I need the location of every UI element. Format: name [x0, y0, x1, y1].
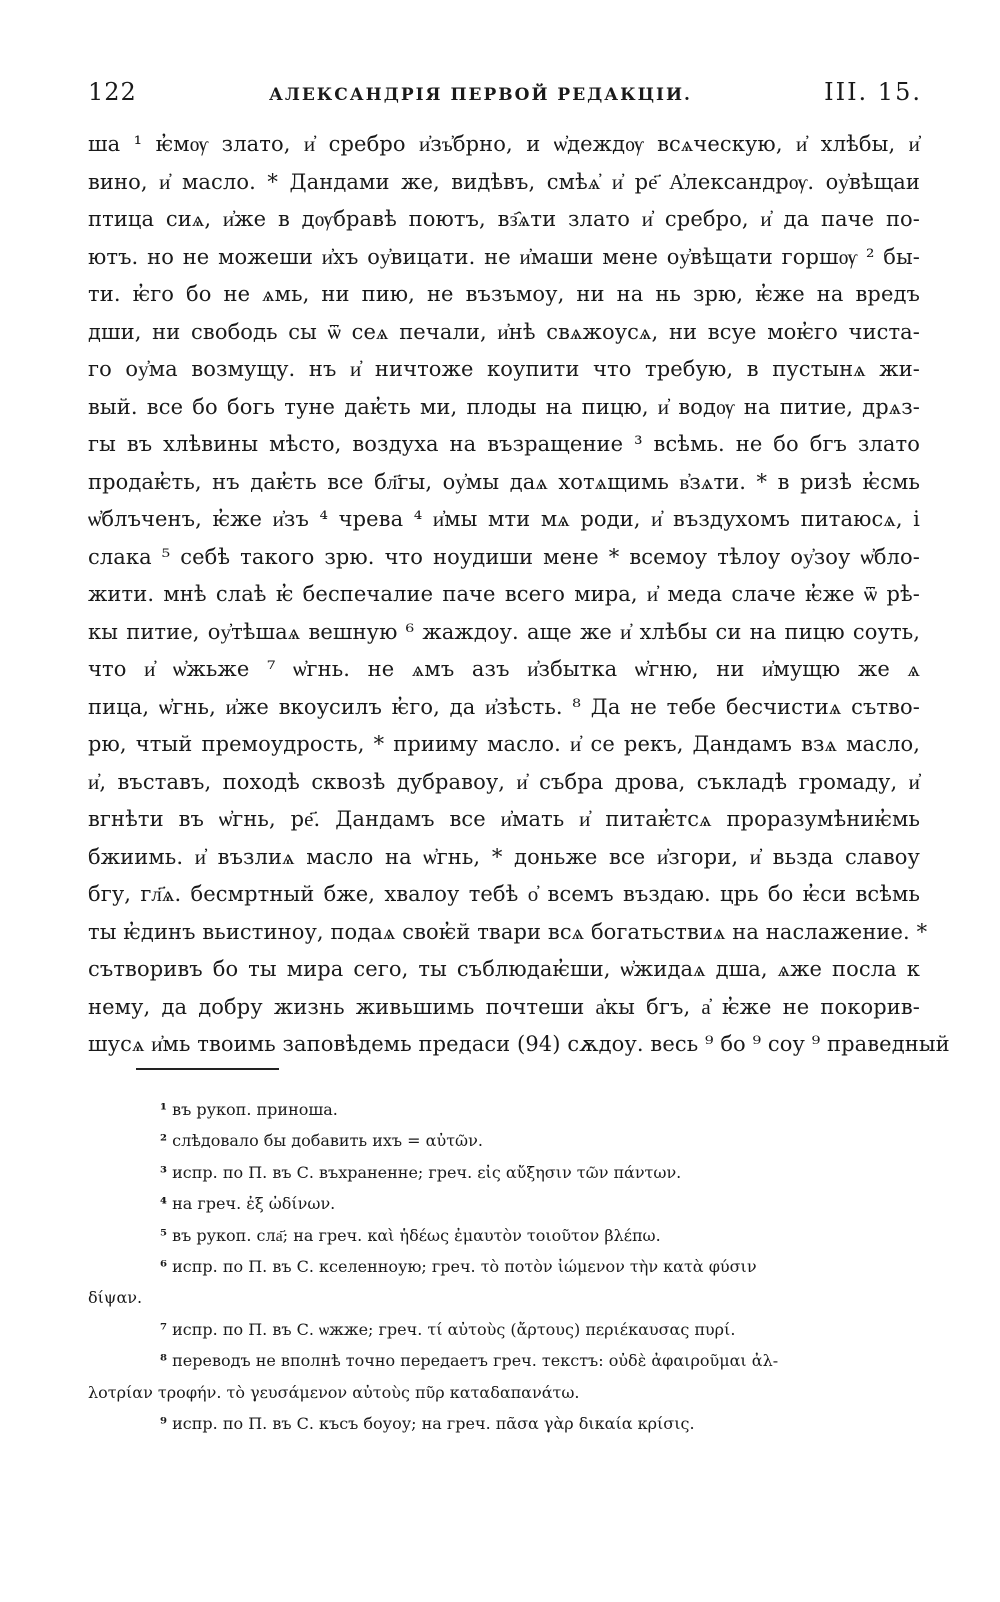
text-line: го оу҆ма возмущу. нъ и҆ ничтоже коупити что требую, в пустынѧ жи- [88, 357, 920, 381]
footnote-divider [136, 1068, 279, 1070]
running-title: АЛЕКСАНДРІЯ ПЕРВОЙ РЕДАКЦІИ. [268, 85, 692, 105]
text-line: ти. ѥ̓го бо не ѧмь, ни пию, не възъмоу, ни на нь зрю, ѥ̓же на вредъ [88, 282, 920, 306]
footnote-continuation [88, 1377, 926, 1408]
footnote-mark: ³ [160, 1162, 168, 1182]
footnote-mark: ⁷ [160, 1319, 168, 1339]
text-line: нему, да добру жизнь живьшимь почтеши а҆кы бгъ, а҆ ѥ̓же не покорив- [88, 994, 920, 1019]
footnote-text: испр. по П. въ С. ѡжже; греч. τί αὐτοὺς (ἄρτους) περιέκαυσας πυρί. [172, 1319, 736, 1339]
footnote [88, 1251, 926, 1282]
footnote-text: испр. по П. въ С. късъ боуоу; на греч. πᾶσα γὰρ δικαία κρίσις. [172, 1413, 695, 1433]
footnote-text: λοτρίαν τροφήν. τὸ γευσάμενον αὐτοὺς πῦρ καταδαπανάτω. [88, 1382, 580, 1402]
text-line: кы питие, оу҆тѣшаѧ вешную ⁶ жаждоу. аще же и҆ хлѣбы си на пицю соуть, [88, 619, 920, 644]
text-line: дши, ни свободь сы ѿ сеѧ печали, и҆нѣ свѧжоусѧ, ни всуе моѥ̓го чиста- [88, 319, 920, 344]
footnote [88, 1094, 926, 1125]
text-line: ша ¹ ѥ̓мѹ злато, и҆ сребро и҆зъ҆брно, и ѡ҆деждѹ всѧческую, и҆ хлѣбы, и҆ [88, 132, 920, 156]
text-line: вый. все бо богь туне даѥ̓ть ми, плоды на пицю, и҆ водѹ на питие, дрѧз- [88, 394, 920, 419]
section-reference: III. 15. [824, 78, 922, 106]
text-line: что и҆ ѡ҆жьже ⁷ ѡ҆гнь. не ѧмъ азъ и҆збытка ѡ҆гню, ни и҆мущю же ѧ [88, 657, 920, 681]
footnote [88, 1314, 926, 1345]
text-line: бжиимь. и҆ възлиѧ масло на ѡ҆гнь, * доньже все и҆згори, и҆ вьзда славоу [88, 844, 920, 869]
text-line: пица, ѡ҆гнь, и҆же вкоусилъ ѥ̓го, да и҆зѣсть. ⁸ Да не тебе бесчистиѧ сътво- [88, 694, 920, 719]
text-line: шусѧ и҆мь твоимь заповѣдемь предаси (94) сѫдоу. весь ⁹ бо ⁹ соу ⁹ праведный [88, 1032, 950, 1056]
text-line: ѡ҆блъченъ, ѥ̓же и҆зъ ⁴ чрева ⁴ и҆мы мти мѧ роди, и҆ въздухомъ питаюсѧ, і [88, 507, 920, 531]
footnote-text: слѣдовало бы добавить ихъ = αὐτῶν. [172, 1131, 483, 1151]
footnote-text: δίψαν. [88, 1288, 143, 1308]
footnotes [88, 1094, 926, 1439]
main-text [88, 126, 950, 1064]
footnote-text: переводъ не вполнѣ точно передаетъ греч. текстъ: οὐδὲ ἀφαιροῦμαι ἀλ- [172, 1351, 779, 1371]
text-line: птица сиѧ, и҆же в дѹбравѣ поютъ, вз҄ѧти злато и҆ сребро, и҆ да паче по- [88, 207, 920, 231]
text-line: жити. мнѣ слаѣ ѥ̓ беспечалие паче всего мира, и҆ меда слаче ѥ̓же ѿ рѣ- [88, 582, 920, 606]
text-line: рю, чтый премоудрость, * прииму масло. и҆ се рекъ, Дандамъ взѧ масло, [88, 732, 920, 756]
text-line: бгу, гл҃ѧ. бесмртный бже, хвалоу тебѣ о҆ всемъ въздаю. црь бо ѥ̓си всѣмь [88, 882, 920, 906]
footnote [88, 1188, 926, 1219]
text-line: слака ⁵ себѣ такого зрю. что ноудиши мене * всемоу тѣлоу оу҆зоу ѡ҆бло- [88, 544, 920, 569]
text-line: ютъ. но не можеши и҆хъ оу҆вицати. не и҆маши мене оу҆вѣщати горшѹ ² бы- [88, 244, 920, 269]
text-line: ты ѥ̓динъ вьистиноу, подаѧ своѥ̓й твари всѧ богатьствиѧ на наслажение. * [88, 919, 928, 944]
text-line: сътворивъ бо ты мира сего, ты съблюдаѥ̓ши, ѡ҆жидаѧ дша, ѧже посла к [88, 957, 920, 981]
footnote [88, 1408, 926, 1439]
footnote-mark: ⁸ [160, 1351, 168, 1371]
footnote-text: на греч. ἐξ ὠδίνων. [172, 1194, 336, 1214]
text-line: вгнѣти въ ѡ҆гнь, ре҃. Дандамъ все и҆мать и҆ питаѥ̓тсѧ проразумѣниѥ̓мь [88, 807, 920, 831]
footnote-mark: ⁹ [160, 1413, 168, 1433]
footnote [88, 1157, 926, 1188]
footnote-mark: ² [160, 1131, 168, 1151]
footnote-mark: ⁴ [160, 1194, 168, 1214]
text-line: вино, и҆ масло. * Дандами же, видѣвъ, смѣѧ҆ и҆ ре҃ А҆лександрѹ. оу҆вѣщаи [88, 169, 920, 194]
footnote-text: испр. по П. въ С. кселенноую; греч. τὸ ποτὸν ἰώμενον τὴν κατὰ φύσιν [172, 1256, 757, 1276]
text-line: и҆, въставъ, походѣ сквозѣ дубравоу, и҆ събра дрова, съкладѣ громаду, и҆ [88, 769, 920, 794]
footnote [88, 1345, 926, 1376]
footnote-mark: ¹ [160, 1100, 168, 1119]
footnote-mark: ⁵ [160, 1225, 168, 1245]
footnote [88, 1125, 926, 1156]
footnote-text: испр. по П. въ С. въхраненне; греч. εἰς αὔξησιν τῶν πάντων. [172, 1162, 682, 1182]
page-header [88, 78, 922, 118]
text-line: продаѥ̓ть, нъ даѥ̓ть все бл҃гы, оу҆мы даѧ хотѧщимь в҆зѧти. * в ризѣ ѥ̓смь [88, 469, 920, 494]
footnote-mark: ⁶ [160, 1256, 168, 1276]
page-number: 122 [88, 78, 137, 106]
footnote-text: въ рукоп. сла҃; на греч. καὶ ἡδέως ἐμαυτὸν τοιοῦτον βλέπω. [172, 1225, 661, 1245]
footnote-text: въ рукоп. приноша. [172, 1100, 338, 1119]
footnote [88, 1220, 926, 1251]
footnote-continuation [88, 1282, 926, 1313]
text-line: гы въ хлѣвины мѣсто, воздуха на възращение ³ всѣмь. не бо бгъ злато [88, 432, 920, 456]
